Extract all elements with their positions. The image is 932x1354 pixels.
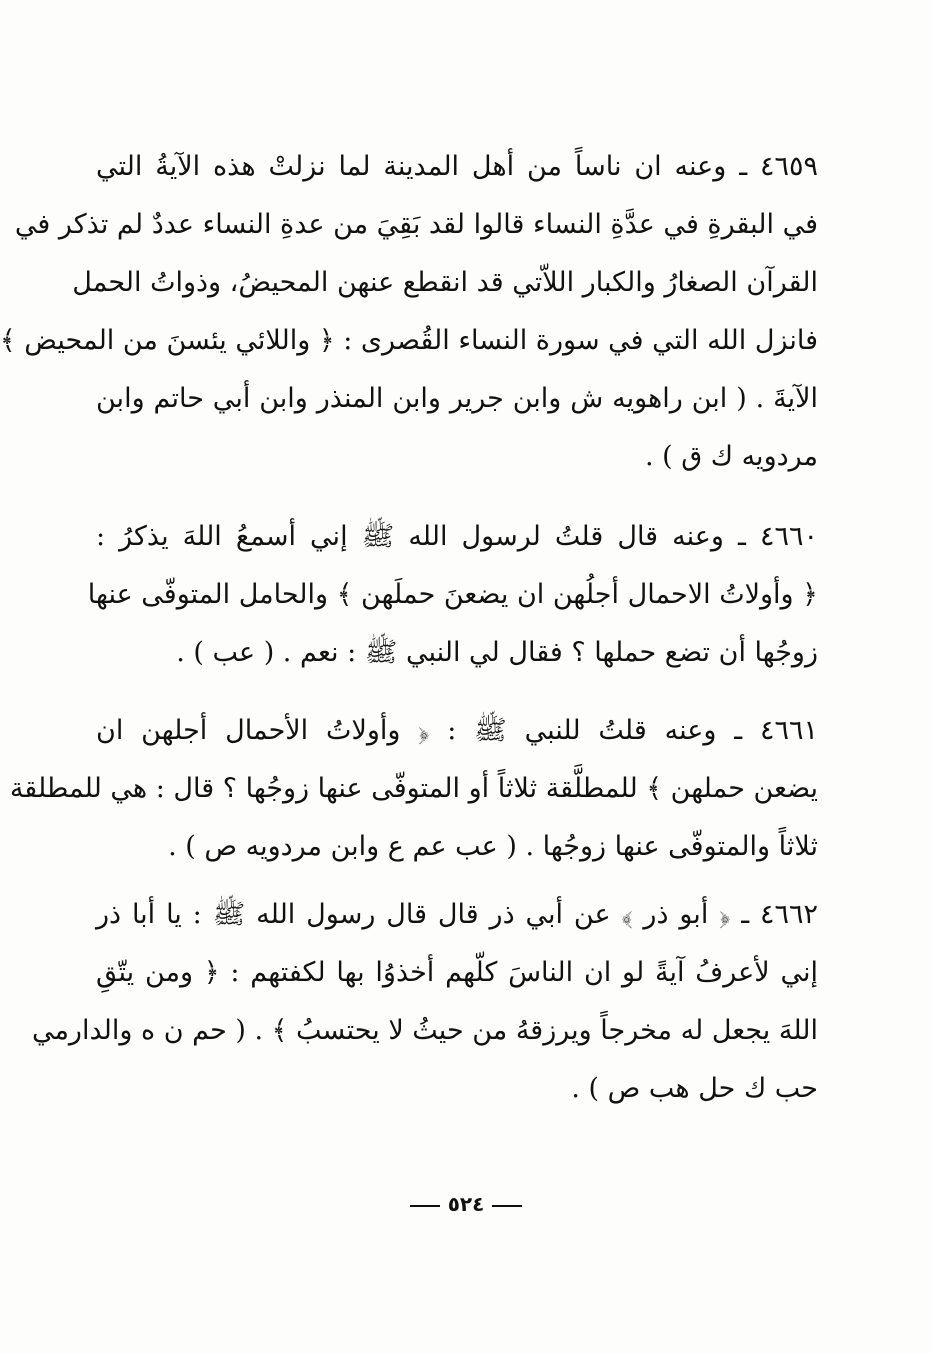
- hadith-line: مردويه ك ق ) .: [644, 441, 818, 472]
- hadith-4660: [87, 508, 818, 682]
- hadith-line: زوجُها أن تضع حملها ؟ فقال لي النبي ﷺ : نعم . ( عب ) .: [176, 637, 818, 668]
- hadith-4661: [9, 702, 818, 876]
- hadith-line: ٤٦٥٩ ـ وعنه ان ناساً من أهل المدينة لما نزلتْ هذه الآيةُ التي: [96, 151, 818, 182]
- page-number-footer: [0, 1192, 932, 1216]
- hadith-line: ﴿ وأولاتُ الاحمال أجلُهن ان يضعنَ حملَهن ﴾ والحامل المتوفّى عنها: [87, 579, 818, 610]
- hadith-line: ثلاثاً والمتوفّى عنها زوجُها . ( عب عم ع وابن مردويه ص ) .: [168, 831, 818, 862]
- hadith-line: فانزل الله التي في سورة النساء القُصرى : ﴿ واللائي يئسنَ من المحيض ﴾: [0, 325, 818, 356]
- hadith-line: ٤٦٦٢ ـ ﴿ أبو ذر ﴾ عن أبي ذر قال قال رسول الله ﷺ : يا أبا ذر: [96, 899, 818, 930]
- hadith-line: يضعن حملهن ﴾ للمطلَّقة ثلاثاً أو المتوفّى عنها زوجُها ؟ قال : هي للمطلقة: [9, 773, 818, 804]
- page-number: ٥٢٤: [447, 1192, 485, 1216]
- hadith-line: القرآن الصغارُ والكبار اللاّتي قد انقطع عنهن المحيضُ، وذواتُ الحمل: [72, 267, 818, 298]
- hadith-line: ٤٦٦١ ـ وعنه قلتُ للنبي ﷺ : ﴿ وأولاتُ الأحمال أجلهن ان: [96, 715, 818, 746]
- hadith-line: إني لأعرفُ آيةً لو ان الناسَ كلّهم أخذوُا بها لكفتهم : ﴿ ومن يتّقِ: [96, 957, 818, 988]
- dash-left: [492, 1205, 522, 1207]
- hadith-4659: [0, 138, 818, 486]
- hadith-line: ٤٦٦٠ ـ وعنه قال قلتُ لرسول الله ﷺ إني أسمعُ اللهَ يذكرُ :: [96, 521, 818, 552]
- hadith-line: الآيةَ . ( ابن راهويه ش وابن جرير وابن المنذر وابن أبي حاتم وابن: [96, 383, 818, 414]
- hadith-line: حب ك حل هب ص ) .: [571, 1073, 818, 1104]
- hadith-line: في البقرةِ في عدَّةِ النساء قالوا لقد بَقِيَ من عدةِ النساء عددٌ لم تذكر في: [14, 209, 818, 240]
- hadith-4662: [31, 886, 818, 1118]
- dash-right: [410, 1205, 440, 1207]
- hadith-line: اللهَ يجعل له مخرجاً ويرزقهُ من حيثُ لا يحتسبُ ﴾ . ( حم ن ه والدارمي: [31, 1015, 818, 1046]
